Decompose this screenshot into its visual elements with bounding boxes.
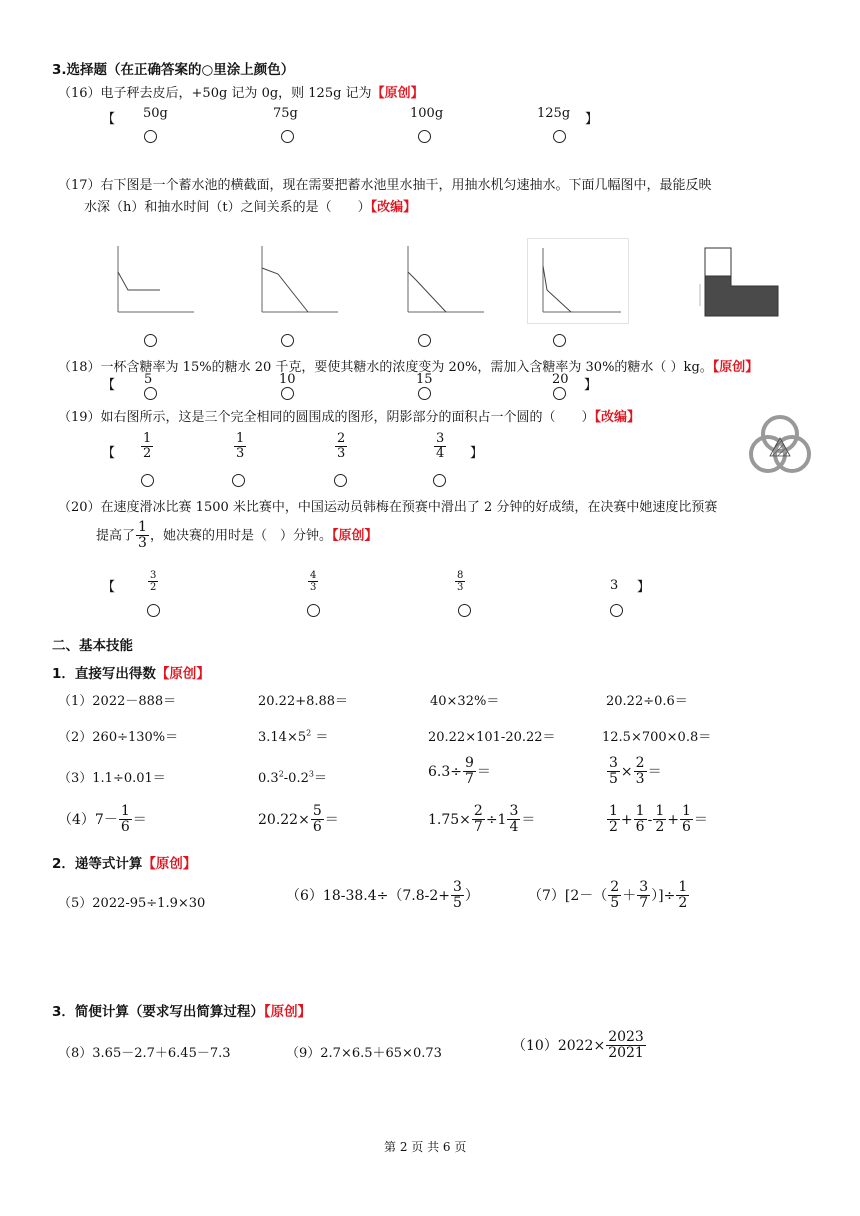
option-label: 3 (610, 578, 619, 593)
question-16-text: （16）电子秤去皮后，+50g 记为 0g，则 125g 记为【原创】 (58, 86, 424, 101)
answer-circle[interactable] (147, 604, 160, 617)
question-18-text: （18）一杯含糖率为 15%的糖水 20 千克，要使其糖水的浓度变为 20%，需加入含糖率为 30%的糖水（ ）kg。【原创】 (58, 360, 759, 375)
answer-circle[interactable] (281, 387, 294, 400)
answer-circle[interactable] (144, 334, 157, 347)
problem-4a: （4）7－ $\frac{1}{6}$ ＝ (58, 803, 147, 836)
problem-4d: $\frac{1}{2}$ + $\frac{1}{6}$ - $\frac{1}{2}$ + $\frac{1}{6}$ ＝ (609, 803, 708, 836)
question-20-line1: （20）在速度滑冰比赛 1500 米比赛中，中国运动员韩梅在预赛中滑出了 2 分钟的好成绩，在决赛中她速度比预赛 (58, 500, 718, 515)
problem-3d: $\frac{3}{5}$ × $\frac{2}{3}$ ＝ (609, 755, 662, 788)
three-circles-figure (744, 410, 816, 482)
problem-8: （8）3.65－2.7＋6.45－7.3 (58, 1046, 231, 1061)
problem-10: （10）2022× $\frac{2023}{2021}$ (512, 1029, 644, 1062)
problem-2b: $3.14\times 5^2$ ＝ (258, 728, 329, 745)
answer-circle[interactable] (553, 387, 566, 400)
problem-5: （5）2022-95÷1.9×30 (58, 896, 206, 911)
section-title-step-calc: 2．递等式计算【原创】 (52, 856, 197, 872)
bracket-close: 】 (637, 580, 651, 595)
problem-1a: （1）2022－888＝ (58, 694, 177, 709)
bracket-open: 【 (102, 580, 116, 595)
problem-2d: 12.5×700×0.8＝ (602, 730, 712, 745)
problem-4c: 1.75× $\frac{2}{7}$ ÷1 $\frac{3}{4}$ ＝ (428, 803, 536, 836)
option-label: 5 (144, 372, 153, 387)
question-17-line2: 水深（h）和抽水时间（t）之间关系的是（ ）【改编】 (84, 200, 417, 215)
option-label: 20 (552, 372, 569, 387)
option-label: 10 (279, 372, 296, 387)
option-label: 125g (537, 106, 571, 121)
answer-circle[interactable] (433, 474, 446, 487)
option-fraction: $\frac{3}{2}$ (150, 570, 157, 593)
answer-circle[interactable] (418, 334, 431, 347)
fraction-one-third: $\frac{1}{3}$ (138, 519, 147, 552)
bracket-close: 】 (470, 446, 484, 461)
bracket-open: 【 (102, 112, 116, 127)
graph-option-d (527, 238, 629, 324)
problem-4b: 20.22× $\frac{5}{6}$ ＝ (258, 803, 339, 836)
answer-circle[interactable] (553, 130, 566, 143)
section-title-choice: 3.选择题（在正确答案的○里涂上颜色） (52, 62, 295, 78)
problem-2c: 20.22×101-20.22＝ (428, 730, 556, 745)
part-title-basic-skills: 二、基本技能 (52, 638, 133, 654)
answer-circle[interactable] (232, 474, 245, 487)
problem-3a: （3）1.1÷0.01＝ (58, 771, 166, 786)
option-label: 15 (416, 372, 433, 387)
option-label: 75g (273, 106, 298, 121)
problem-3c: 6.3÷ $\frac{9}{7}$ ＝ (428, 755, 491, 788)
option-label: 50g (143, 106, 168, 121)
section-title-simplified-calc: 3．简便计算（要求写出简算过程）【原创】 (52, 1004, 312, 1020)
answer-circle[interactable] (281, 334, 294, 347)
bracket-close: 】 (584, 378, 598, 393)
question-17-line1: （17）右下图是一个蓄水池的横截面，现在需要把蓄水池里水抽干，用抽水机匀速抽水。下面几幅图中，最能反映 (58, 178, 712, 193)
problem-1b: 20.22+8.88＝ (258, 694, 349, 709)
option-fraction: $\frac{4}{3}$ (310, 570, 317, 593)
problem-6: （6）18-38.4÷（7.8-2+ $\frac{3}{5}$ ） (286, 879, 479, 912)
problem-1c: 40×32%＝ (430, 694, 500, 709)
answer-circle[interactable] (458, 604, 471, 617)
option-fraction: $\frac{1}{2}$ (143, 431, 152, 462)
answer-circle[interactable] (141, 474, 154, 487)
problem-1d: 20.22÷0.6＝ (606, 694, 688, 709)
option-label: 100g (410, 106, 444, 121)
problem-7: （7）[2－（ $\frac{2}{5}$ ＋ $\frac{3}{7}$ ）]÷ $\frac{1}{2}$ (528, 879, 688, 912)
bracket-close: 】 (585, 112, 599, 127)
answer-circle[interactable] (307, 604, 320, 617)
option-fraction: $\frac{2}{3}$ (337, 431, 346, 462)
answer-circle[interactable] (610, 604, 623, 617)
bracket-open: 【 (102, 378, 116, 393)
answer-circle[interactable] (553, 334, 566, 347)
bracket-open: 【 (102, 446, 116, 461)
question-20-line2: 提高了 $\frac{1}{3}$ ，她决赛的用时是（ ）分钟。【原创】 (96, 519, 378, 552)
answer-circle[interactable] (281, 130, 294, 143)
answer-circle[interactable] (418, 130, 431, 143)
option-fraction: $\frac{3}{4}$ (436, 431, 445, 462)
graph-option-c (398, 242, 488, 322)
section-title-direct-answers: 1．直接写出得数【原创】 (52, 666, 210, 682)
option-fraction: $\frac{1}{3}$ (236, 431, 245, 462)
option-fraction: $\frac{8}{3}$ (457, 570, 464, 593)
graph-option-a (108, 242, 198, 322)
problem-2a: （2）260÷130%＝ (58, 730, 179, 745)
answer-circle[interactable] (144, 387, 157, 400)
question-19-text: （19）如右图所示，这是三个完全相同的圆围成的图形，阴影部分的面积占一个圆的（ ）【改编】 (58, 410, 641, 425)
graph-option-b (252, 242, 342, 322)
answer-circle[interactable] (418, 387, 431, 400)
problem-3b: $0.3^2-0.2^3=$ (258, 769, 327, 786)
tag-original: 【原创】 (371, 86, 424, 101)
problem-9: （9）2.7×6.5＋65×0.73 (286, 1046, 442, 1061)
answer-circle[interactable] (144, 130, 157, 143)
tank-cross-section-figure (696, 244, 782, 320)
answer-circle[interactable] (334, 474, 347, 487)
page-footer: 第 2 页 共 6 页 (384, 1140, 467, 1154)
